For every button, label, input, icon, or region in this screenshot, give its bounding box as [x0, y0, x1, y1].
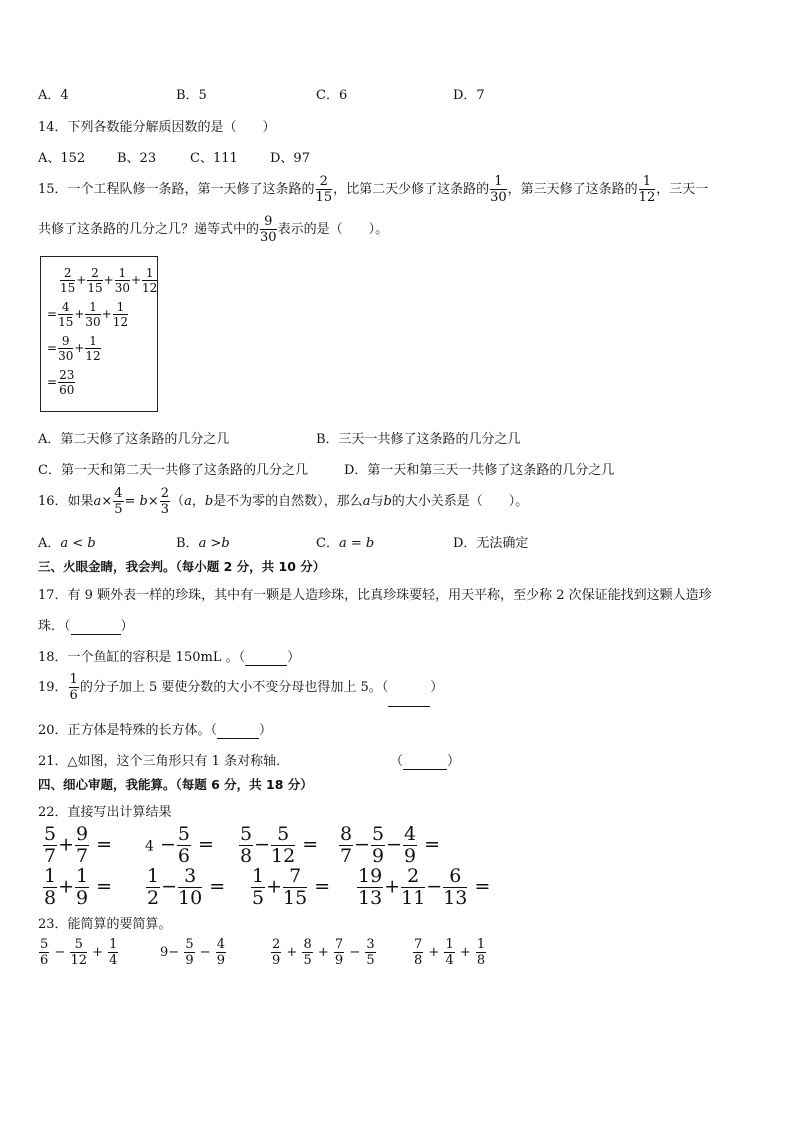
q22-expr-7: $\frac{1}{5}$ + $\frac{7}{15}$ =	[252, 865, 331, 909]
q22-expr-2: 4 − $\frac{5}{6}$ =	[145, 823, 214, 867]
q18: 18．一个鱼缸的容积是 150mL 。（ ）	[38, 650, 301, 665]
q17-answer-blank[interactable]	[71, 619, 121, 635]
q14-option-c: C、111	[190, 151, 238, 166]
q16-option-d: D．无法确定	[453, 536, 529, 551]
q14-option-b: B、23	[117, 151, 157, 166]
q15-stem-line1: 15．一个工程队修一条路，第一天修了这条路的 $\frac{2}{15}$ ，比第二天少修了这条路的 $\frac{1}{30}$ ，第三天修了这条路的 $\frac{1}{12}$ ，三天一	[38, 174, 709, 205]
q16-option-a: A．a < b	[38, 536, 96, 551]
q15-stem-line2: 共修了这条路的几分之几？递等式中的 $\frac{9}{30}$ 表示的是（ ）。	[38, 214, 389, 245]
q15-option-c: C．第一天和第二天一共修了这条路的几分之几	[38, 463, 308, 478]
q22-expr-5: $\frac{1}{8}$ + $\frac{1}{9}$ =	[44, 865, 113, 909]
q23-expr-3: $\frac{2}{9}$ + $\frac{8}{5}$ + $\frac{7}{9}$ − $\frac{3}{5}$	[272, 937, 375, 968]
q19: 19． $\frac{1}{6}$ 的分子加上 5 要使分数的大小不变分母也得加上 5。（ ）	[38, 670, 443, 707]
q15-fraction-9-30: $\frac{9}{30}$	[260, 214, 277, 245]
box-row-2: = $\frac{4}{15}$ + $\frac{1}{30}$ + $\frac{1}{12}$	[47, 300, 129, 329]
box-row-3: = $\frac{9}{30}$ + $\frac{1}{12}$	[47, 334, 101, 363]
section-3-heading: 三、火眼金睛，我会判。（每小题 2 分，共 10 分）	[38, 559, 326, 574]
q19-answer-blank[interactable]	[388, 670, 430, 707]
q14-option-a: A、152	[38, 151, 86, 166]
q22-expr-3: $\frac{5}{8}$ − $\frac{5}{12}$ =	[240, 823, 319, 867]
q15-fraction-day3: $\frac{1}{12}$	[638, 174, 656, 205]
q15-fraction-diff: $\frac{1}{30}$	[490, 174, 507, 205]
q22-expr-8: $\frac{19}{13}$ + $\frac{2}{11}$ − $\frac{6}{13}$ =	[358, 865, 491, 909]
q13-option-a: A．4	[38, 88, 69, 103]
q23-stem: 23．能简算的要简算。	[38, 917, 172, 932]
q16-stem: 16．如果a× $\frac{4}{5}$ = b× $\frac{2}{3}$ （a，b是不为零的自然数），那么a与b的大小关系是（ ）。	[38, 486, 529, 517]
q13-option-c: C．6	[316, 88, 348, 103]
q13-option-b: B．5	[176, 88, 207, 103]
q18-answer-blank[interactable]	[245, 650, 287, 666]
q20: 20．正方体是特殊的长方体。（ ）	[38, 723, 273, 738]
q16-option-c: C．a = b	[316, 536, 375, 551]
q17-line1: 17．有 9 颗外表一样的珍珠，其中有一颗是人造珍珠，比真珍珠要轻，用天平称，至少称 2 次保证能找到这颗人造珍	[38, 588, 712, 603]
q15-option-d: D．第一天和第三天一共修了这条路的几分之几	[344, 463, 615, 478]
q15-calculation-box	[40, 256, 158, 412]
q15-fraction-day1: $\frac{2}{15}$	[315, 174, 333, 205]
q21-answer-blank[interactable]	[403, 754, 447, 770]
q14-stem: 14．下列各数能分解质因数的是（ ）	[38, 120, 276, 135]
section-4-heading: 四、细心审题，我能算。（每题 6 分，共 18 分）	[38, 777, 313, 792]
q17-line2: 珠．（ ）	[38, 619, 134, 634]
q21-answer: （ ）	[390, 754, 461, 769]
q22-stem: 22．直接写出计算结果	[38, 805, 172, 820]
q21: 21．△如图，这个三角形只有 1 条对称轴．	[38, 754, 290, 769]
q22-expr-1: $\frac{5}{7}$ + $\frac{9}{7}$ =	[44, 823, 113, 867]
q14-option-d: D、97	[270, 151, 310, 166]
q15-option-b: B．三天一共修了这条路的几分之几	[316, 432, 521, 447]
box-row-1: $\frac{2}{15}$ + $\frac{2}{15}$ + $\frac{1}{30}$ + $\frac{1}{12}$	[60, 266, 158, 295]
q23-expr-2: 9− $\frac{5}{9}$ − $\frac{4}{9}$	[160, 937, 226, 968]
q23-expr-4: $\frac{7}{8}$ + $\frac{1}{4}$ + $\frac{1}{8}$	[414, 937, 486, 968]
q22-expr-6: $\frac{1}{2}$ − $\frac{3}{10}$ =	[147, 865, 226, 909]
box-row-4: = $\frac{23}{60}$	[47, 368, 75, 397]
q16-option-b: B．a >b	[176, 536, 230, 551]
q23-expr-1: $\frac{5}{6}$ − $\frac{5}{12}$ + $\frac{1}{4}$	[40, 937, 118, 968]
q15-option-a: A．第二天修了这条路的几分之几	[38, 432, 230, 447]
q20-answer-blank[interactable]	[217, 723, 259, 739]
q13-option-d: D．7	[453, 88, 485, 103]
q22-expr-4: $\frac{8}{7}$ − $\frac{5}{9}$ − $\frac{4}{9}$ =	[340, 823, 441, 867]
